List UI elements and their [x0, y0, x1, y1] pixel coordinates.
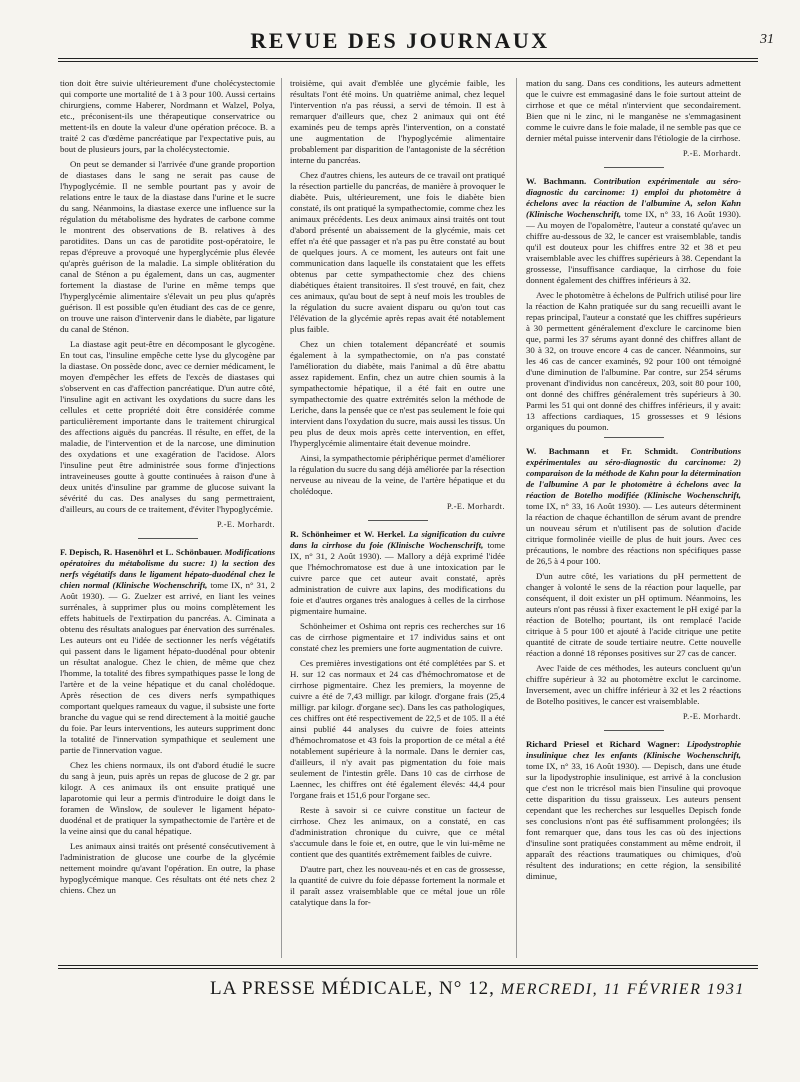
article-authors: W. Bachmann. [526, 176, 587, 186]
running-header-title: REVUE DES JOURNAUX [250, 28, 550, 53]
article-source: (Klinische Wochenschrift, [112, 580, 208, 590]
paragraph: mation du sang. Dans ces conditions, les auteurs admettent que le cuivre est emmagasiné dans le foie surtout atteint de cirrhose et que ce métal n'intervient que secondairement. Bien que ni le zinc, ni le manganèse ne s'emmagasinent comme le cuivre dans le foie malade, il ne semble pas que ce dernier métal puisse intervenir dans l'étiologie de la cirrhose. [526, 78, 741, 143]
article-abstract-start [526, 446, 741, 567]
article-title: Modifications opératoires du métabolisme du sucre: 1) la section des nerfs végétatifs dans le ligament hépato-duodénal chez le chien normal [60, 547, 275, 590]
page-number: 31 [760, 32, 774, 47]
article-source: (Klinische Wochenschrift, [387, 540, 484, 550]
article-source: (Klinische Wochenschrift, [644, 490, 741, 500]
article-signature: P.-E. Morhardt. [683, 149, 741, 158]
text-column-1 [60, 78, 275, 958]
paragraph: Ainsi, la sympathectomie périphérique permet d'améliorer la régulation du sucre du sang déjà améliorée par la résection nerveuse au niveau de la veine, de l'artère hépatique et du cholédoque. [290, 453, 505, 496]
footer-journal: LA PRESSE MÉDICALE, N° 12, [210, 978, 495, 999]
column-divider [516, 78, 517, 958]
section-divider [368, 520, 428, 521]
article-authors: Richard Priesel et Richard Wagner: [526, 739, 680, 749]
paragraph: tion doit être suivie ultérieurement d'une cholécystectomie qui comporte une mortalité de 1 à 3 pour 100. Aussi certains chirurgiens, comme Haberer, Nordmann et Walzel, Polya, etc., préconisent-ils une thérapeutique conservatrice ou mettent-ils en doute la valeur d'une opération précoce. B. a traité 2 cas d'œdème pancréatique par l'expectative puis, au bout de plusieurs jours, par la cholécystectomie. [60, 78, 275, 154]
article-body-text: tome IX, n° 31, 2 Août 1930). — G. Zuelzer est arrivé, en liant les veines surrénales, à supprimer plus ou moins complètement les effets habituels de l'extirpation du pancréas. A. Ciminata a obtenu des résultats analogues par énervation des surrénales. Les auteurs ont eu l'idée de sectionner les nerfs végétatifs qui passent dans le ligament hépato-duodénal pour obtenir un résultat analogue. Chez le chien, de même que chez l'homme, la totalité des fibres sympathiques passe le long de l'artère et de la veine hépatique et du canal cholédoque. Après résection de ces divers nerfs sympathiques comportant quelques rameaux du vague, il subsiste une forte branche du vague qui se rend directement à la moitié gauche du foie. Par leurs interventions, les auteurs suppriment donc la totalité de l'innervation sympathique et seulement une partie de l'innervation vague. [60, 580, 275, 755]
article-source: (Klinische Wochenschrift, [526, 209, 622, 219]
paragraph: La diastase agit peut-être en décomposant le glycogène. En tout cas, l'insuline empêche cette lyse du glycogène par la diastase. On possède donc, avec ce dernier médicament, le moyen d'empêcher les effets de l'excès de diastases qui s'observent en cas d'affection pancréatique. D'un autre côté, l'insuline agit en activant les oxydations du sucre dans les cellules et cette propriété doit être considérée comme particulièrement importante dans le traitement chirurgical des affections aiguës du pancréas. Il résulte, en effet, de la maladie, de l'intervention et de la narcose, une diminution des oxydations et une exagération de l'acidose. Alors l'insuline peut être administrée sous forme d'injections intraveineuses goutte à goutte continuées à raison d'une à deux unités d'insuline par gramme de glucose suivant la sévérité du cas. Des analyses du sang permettraient, d'ailleurs, au cours de ce traitement, d'éviter l'hypoglycémie. [60, 339, 275, 514]
article-abstract-start [526, 176, 741, 286]
paragraph: Chez un chien totalement dépancréaté et soumis également à la sympathectomie, on n'a pas constaté l'amélioration du diabète, mais l'animal a dû être abattu assez rapidement. Enfin, chez un autre chien soumis à la sympathectomie hépatique, il a été fait en outre une sympathectomie des quatre extrémités selon la méthode de Leriche, dans la pensée que ce n'est pas seulement le foie qui intervient dans l'oxydation du sucre, mais aussi les tissus. Un peu plus de deux mois après cette intervention, en effet, l'hyperglycémie alimentaire était devenue moindre. [290, 339, 505, 448]
paragraph: Les animaux ainsi traités ont présenté consécutivement à l'administration de glucose une courbe de la glycémie nettement moindre qu'avant l'opération. En outre, la phase hypoglycémique manque. Ces résultats ont été nets chez 2 chiens. Chez un [60, 841, 275, 895]
article-body-text: tome IX, n° 33, 16 Août 1930). — Les auteurs déterminent la réaction de chaque échantillon de sérum avant de prendre un nouveau sérum et n'utilisent pas de solution d'acide citrique formolinée vieille de plus de huit jours. Avec ces précautions, le nombre des réactions non spécifiques passe de 26,5 à 4 pour 100. [526, 501, 741, 566]
article-authors: W. Bachmann et Fr. Schmidt. [526, 446, 679, 456]
paragraph: On peut se demander si l'arrivée d'une grande proportion de diastases dans le sang ne serait pas cause de l'hypoglycémie. Il ne semble pourtant pas y avoir de relations entre le taux de la diastase dans l'urine et le sucre du sang. Néanmoins, la diastase exerce une influence sur la régulation du métabolisme des hydrates de carbone comme le montrent des observations de B. relatives à des parotidites. Dans un cas de parotidite post-opératoire, le repas d'épreuve a provoqué une hyperglycémie plus élevée qu'après guérison de la maladie. La simple oblitération du canal de Sténon a pu également, dans un cas, augmenter fortement la diastase de l'urine en même temps que l'hyperglycémie alimentaire s'élevait un peu plus qu'après guérison. Il est possible qu'en étudiant des cas de ce genre, on trouve une raison d'intervenir dans le diabète, par ligature du canal de Sténon. [60, 159, 275, 334]
paragraph: Chez les chiens normaux, ils ont d'abord étudié le sucre du sang à jeun, puis après un repas de glucose de 2 gr. par kilogr. A ces animaux ils ont ensuite pratiqué une laparotomie qui leur a permis d'introduire le doigt dans le foramen de Winslow, de soulever le ligament hépato-duodénal et de pratiquer la sympathectomie de l'artère et de la veine ainsi que du canal hépatique. [60, 760, 275, 836]
column-divider [281, 78, 282, 958]
footer-line [210, 978, 750, 1000]
article-signature: P.-E. Morhardt. [217, 520, 275, 529]
footer-date: MERCREDI, 11 FÉVRIER 1931 [500, 981, 745, 998]
article-source: (Klinische Wochenschrift, [643, 750, 741, 760]
article-title: Contributions expérimentales au séro-diagnostic du carcinome: 2) comparaison de la méthode de Kahn pour la détermination de l'albumine A par le photomètre à échelons avec la réaction de Botelho modifiée [526, 446, 741, 500]
paragraph: Avec le photomètre à échelons de Pulfrich utilisé pour lire la réaction de Kahn pratiquée sur du sang recueilli avant le repas principal, l'auteur a constaté que les chiffres supérieurs à 30 permettent généralement d'exclure le carcinome bien que, parmi les 37 sérums ayant donné des chiffres allant de 30 à 32, on trouve encore 4 cas de cancer. Néanmoins, sur les 46 cas de cancer examinés, 92 pour 100 ont témoigné d'une diminution de l'albumine. Par contre, sur 254 sérums provenant d'individus non cancéreux, 203, soit 80 pour 100, ont donné des chiffres généralement très supérieurs à 30. Parmi les 51 qui ont donné des chiffres inférieurs, il y avait: 13 affections cardiaques, 15 grossesses et 9 lésions organiques du poumon. [526, 290, 741, 432]
article-title: La signification du cuivre dans la cirrhose du foie [290, 529, 505, 550]
footer-rule [58, 965, 758, 966]
article-signature: P.-E. Morhardt. [447, 502, 505, 511]
paragraph: D'un autre côté, les variations du pH permettent de changer à volonté le sens de la réaction pour laquelle, par conséquent, il doit exister un pH optimum. Néanmoins, les auteurs n'ont pas réussi à fixer exactement le pH exigé par la réaction de Botelho; pourtant, ils ont remplacé l'acide citrique à 5 pour 100 et ajouté à l'acide citrique une petite quantité de citrate de soude tertiaire neutre. Cette nouvelle réaction a donné 18 réponses positives sur 27 cas de cancer. [526, 571, 741, 658]
header-rule [58, 58, 758, 59]
article-authors: R. Schönheimer et W. Herkel. [290, 529, 406, 539]
article-body-text: tome IX, n° 33, 16 Août 1930). — Au moyen de l'opalomètre, l'auteur a constaté qu'avec un chiffre au-dessous de 32, le cancer est vraisemblable, tandis qu'il est douteux pour les chiffres entre 32 et 38 et peu vraisemblable avec les chiffres supérieurs à 38. Cependant la grossesse, l'insuffisance cardiaque, la cirrhose du foie donnent également des chiffres inférieurs à 32. [526, 209, 741, 285]
article-abstract-start [290, 529, 505, 617]
header-rule [58, 61, 758, 62]
article-abstract-start [526, 739, 741, 882]
article-abstract-start [60, 547, 275, 756]
section-divider [604, 437, 664, 438]
paragraph: Chez d'autres chiens, les auteurs de ce travail ont pratiqué la résection partielle du pancréas, de manière à provoquer le diabète. Puis, ultérieurement, une fois le diabète bien constaté, ils ont pratiqué la sympathectomie, comme chez les animaux précédents. Les deux animaux ainsi traités ont tout d'abord présenté un abaissement de la glycémie, mais cet effet n'a été que passager et n'a pas pu être constaté au bout de quelques jours. A ce moment, les auteurs ont fait une communication dans laquelle ils constataient que les effets obtenus par cette sympathectomie chez des chiens diabétiques étaient transitoires. Il s'est trouvé, en fait, chez ces animaux, qu'au bout de sept à neuf mois les troubles de la régulation du sucre avaient disparu ou qu'on tout cas l'élévation de la glycémie après repas avait été notablement plus faible. [290, 170, 505, 334]
text-column-2 [290, 78, 505, 958]
section-divider [138, 538, 198, 539]
text-column-3 [526, 78, 741, 958]
article-signature: P.-E. Morhardt. [683, 712, 741, 721]
paragraph: Ces premières investigations ont été complétées par S. et H. sur 12 cas normaux et 24 cas d'hémochromatose et de cirrhose pigmentaire. Chez les premiers, la moyenne de cuivre a été de 7,43 milligr. par kilogr. d'organe frais (25,4 milligr. par kilogr. d'organe sec). Dans les cas pathologiques, ces chiffres ont été respectivement de 22,5 et de 105. Il a été ainsi publié 44 analyses du cuivre de foies atteints d'hémochromatose et 43 fois la proportion de ce métal a été notablement supérieure à la normale. Dans le dernier cas, d'ailleurs, il n'y avait pas pigmentation du foie mais seulement de l'intestin grêle. Dans 10 cas de cirrhose de Laennec, les chiffres ont été également élevés: 44,4 pour l'organe frais et 151,6 pour l'organe sec. [290, 658, 505, 800]
paragraph: troisième, qui avait d'emblée une glycémie faible, les résultats l'ont été moins. Un quatrième animal, chez lequel l'intervention n'a pas réussi, a servi de témoin. Il est à remarquer d'ailleurs que, chez 2 animaux qui ont été examinés peu de temps après l'intervention, on a constaté une augmentation de l'hypoglycémie alimentaire probablement par disparition de l'antagoniste de la sécrétion interne du pancréas. [290, 78, 505, 165]
paragraph: Schönheimer et Oshima ont repris ces recherches sur 16 cas de cirrhose pigmentaire et 17 individus sains et ont constaté chez les premiers une forte augmentation de cuivre. [290, 621, 505, 653]
section-divider [604, 730, 664, 731]
paragraph: D'autre part, chez les nouveau-nés et en cas de grossesse, la quantité de cuivre du foie dépasse fortement la normale et il paraît assez vraisemblable que ce métal joue un rôle catalytique dans la for- [290, 864, 505, 907]
article-body-text: tome IX, n° 33, 16 Août 1930). — Depisch, dans une étude sur la lipodystrophie insulinique, est arrivé à la conclusion que c'est non le tricrésol mais bien l'insuline qui provoque cette disparition du tissu graisseux. Les auteurs pensent cependant que les recherches sur lesquelles Depisch fonde ses conclusions n'ont pas été suffisamment prolongées; ils font remarquer que, dans tous les cas où des injections d'insuline sont pratiquées constamment au même endroit, il apparaît des réactions traumatiques ou chimiques, d'où résultent des indurations; en cette région, la sensibilité diminue, [526, 761, 741, 881]
article-authors: F. Depisch, R. Hasenöhrl et L. Schönbauer. [60, 547, 223, 557]
article-title: Contribution expérimentale au séro-diagnostic du carcinome: 1) emploi du photomètre à échelons avec la réaction de l'albumine A, selon Kahn [526, 176, 741, 208]
section-divider [604, 167, 664, 168]
article-body-text: tome IX, n° 31, 2 Août 1930). — Mallory a déjà exprimé l'idée que l'hémochromatose est due à une intoxication par le cuivre parce que cet auteur avait constaté, après administration de cuivre aux lapins, des modifications du foie et d'autres organes très analogues à celles de la cirrhose pigmentaire humaine. [290, 540, 505, 616]
article-title: Lipodystrophie insulinique chez les enfants [526, 739, 741, 760]
footer-rule [58, 968, 758, 969]
paragraph: Avec l'aide de ces méthodes, les auteurs concluent qu'un chiffre supérieur à 32 au photomètre exclut le carcinome. Inversement, avec un chiffre inférieur à 32 et les 2 réactions de Botelho positives, le cancer est vraisemblable. [526, 663, 741, 706]
paragraph: Reste à savoir si ce cuivre constitue un facteur de cirrhose. Chez les animaux, on a constaté, en cas d'administration chronique du cuivre, que ce métal s'accumule dans le foie et, en outre, que le vin lui-même ne contient que des quantités extrêmement faibles de cuivre. [290, 805, 505, 859]
